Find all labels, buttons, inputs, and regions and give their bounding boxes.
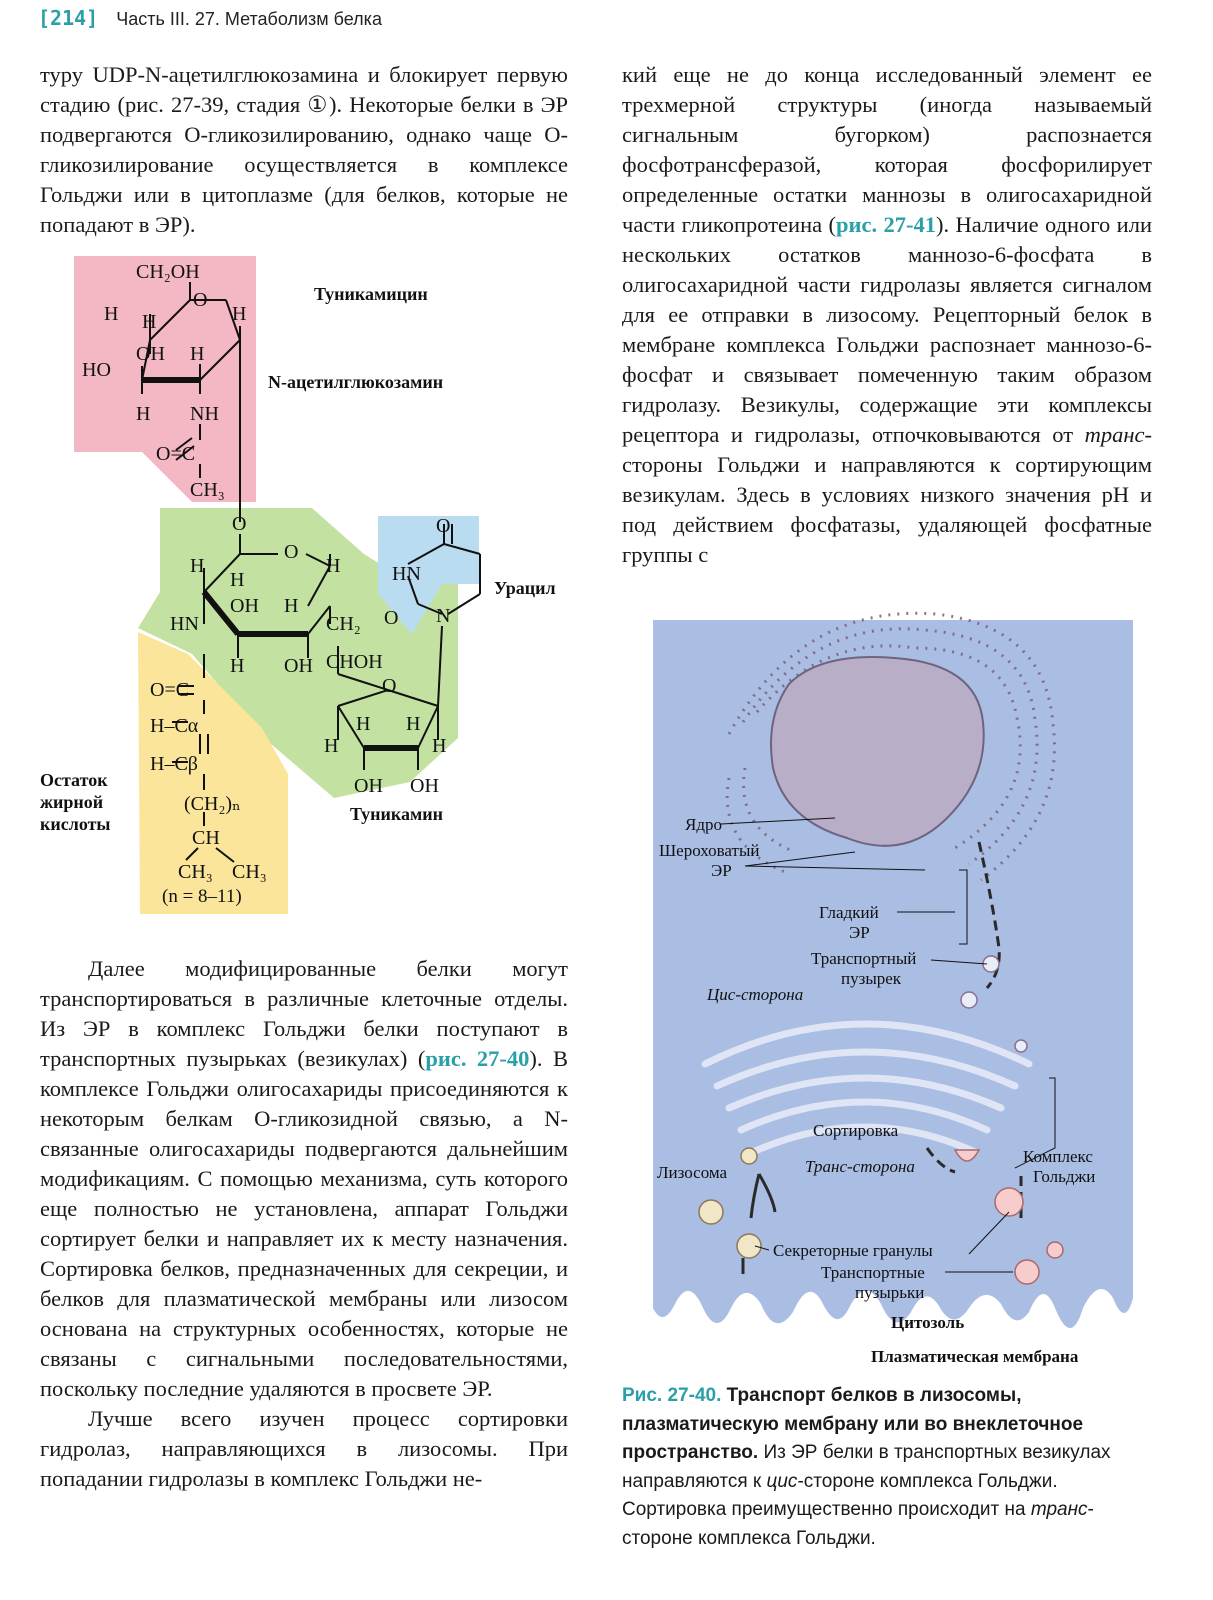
svg-text:CH₃: CH₃ xyxy=(178,861,213,883)
page-number: [214] xyxy=(38,6,99,30)
secretory-granules-label: Секреторные гранулы xyxy=(773,1241,933,1260)
paragraph: туру UDP-N-ацетилглюкозамина и блокирует первую стадию (рис. 27-39, стадия ①). Некоторые белки в ЭР подвергаются О-гликозилированию, однако чаще О-гликозилирование осуществляется в комплексе Гольджи или в цитоплазме (для белков, которые не попадают в ЭР). xyxy=(40,62,568,237)
paragraph: Далее модифицированные белки могут транспортироваться в различные клеточные отделы. Из ЭР в комплекс Гольджи белки поступают в транспортных пузырьках (везикулах) (рис. 27-40). В комплексе Гольджи олигосахариды присоединяются к некоторым белкам О-гликозидной связью, а N-связанные олигосахариды подвергаются дальнейшим модификациям. С помощью механизма, суть которого еще полностью не установлена, аппарат Гольджи сортирует белки и направляет их к месту назначения. Сортировка белков, предназначенных для секреции, и белков для плазматической мембраны или лизосом основана на структурных особенностях, которые не связаны с сигнальными последовательностями, поскольку последние удаляются в просвете ЭР. xyxy=(40,956,568,1401)
glcnac-label: N-ацетилглюкозамин xyxy=(268,372,444,392)
svg-text:CHOH: CHOH xyxy=(326,651,383,673)
svg-text:O: O xyxy=(284,541,299,563)
tunicamycin-structure-figure xyxy=(38,254,588,929)
svg-text:H: H xyxy=(142,311,157,333)
svg-text:CH₃: CH₃ xyxy=(232,861,267,883)
svg-text:H: H xyxy=(324,735,339,757)
svg-text:OH: OH xyxy=(284,655,313,677)
svg-text:H: H xyxy=(104,303,119,325)
cell-transport-diagram xyxy=(625,608,1153,1368)
rough-er-label-2: ЭР xyxy=(711,861,732,880)
cis-side-label: Цис-сторона xyxy=(707,985,804,1004)
uracil-label: Урацил xyxy=(494,578,556,598)
golgi-label-1: Комплекс xyxy=(1023,1147,1093,1166)
rough-er-label-1: Шероховатый xyxy=(659,841,760,860)
svg-text:O: O xyxy=(384,607,399,629)
transport-vesicles-label-1: Транспортные xyxy=(821,1263,925,1282)
svg-text:H: H xyxy=(284,595,299,617)
tunicamine-label: Туникамин xyxy=(350,804,443,824)
svg-text:(CH₂)ₙ: (CH₂)ₙ xyxy=(184,793,241,815)
lysosome-label: Лизосома xyxy=(657,1163,728,1182)
svg-text:H–Cα: H–Cα xyxy=(150,715,199,737)
figure-caption: Рис. 27-40. Транспорт белков в лизосомы, плазматическую мембрану или во внеклеточное пространство. Из ЭР белки в транспортных везикулах направляются к цис-стороне комплекса Гольджи. Сортировка преимущественно происходит на транс-стороне комплекса Гольджи. xyxy=(622,1385,1111,1549)
svg-text:OH: OH xyxy=(410,775,439,797)
svg-text:H: H xyxy=(136,403,151,425)
trans-side-label: Транс-сторона xyxy=(805,1157,915,1176)
svg-text:H: H xyxy=(230,655,245,677)
golgi-label-2: Гольджи xyxy=(1033,1167,1096,1186)
svg-text:H: H xyxy=(356,713,371,735)
svg-text:OH: OH xyxy=(354,775,383,797)
svg-text:H: H xyxy=(232,303,247,325)
svg-text:HO: HO xyxy=(82,359,111,381)
svg-text:NH: NH xyxy=(190,403,219,425)
svg-text:O: O xyxy=(232,513,247,535)
plasma-membrane-label: Плазматическая мембрана xyxy=(871,1347,1079,1366)
left-column-bottom-text xyxy=(40,954,568,1494)
svg-text:H: H xyxy=(406,713,421,735)
running-header xyxy=(38,6,382,34)
left-column-top-text xyxy=(40,60,568,240)
paragraph: Лучше всего изучен процесс сортировки гидролаз, направляющихся в лизосомы. При попадании гидролазы в комплекс Гольджи не- xyxy=(40,1406,568,1491)
svg-text:O: O xyxy=(382,675,397,697)
svg-text:H: H xyxy=(190,343,205,365)
svg-text:H: H xyxy=(230,569,245,591)
svg-text:H–Cβ: H–Cβ xyxy=(150,753,198,775)
svg-text:CH₃: CH₃ xyxy=(190,479,225,501)
figure-reference-link[interactable]: рис. 27-40 xyxy=(425,1046,530,1071)
svg-text:N: N xyxy=(436,605,451,627)
svg-text:H: H xyxy=(432,735,447,757)
caption-title: Транспорт белков в лизосомы, плазматическую мембрану или во внеклеточное пространство. xyxy=(622,1385,1084,1463)
svg-text:CH₂OH: CH₂OH xyxy=(136,261,200,283)
transport-vesicle-label-1: Транспортный xyxy=(811,949,917,968)
fatty-acid-label-3: кислоты xyxy=(40,814,111,834)
svg-text:HN: HN xyxy=(392,563,421,585)
fatty-acid-label-2: жирной xyxy=(40,792,104,812)
svg-text:O=C: O=C xyxy=(156,443,196,465)
svg-text:O: O xyxy=(436,515,451,537)
transport-vesicles-label-2: пузырьки xyxy=(855,1283,925,1302)
caption-label: Рис. 27-40. xyxy=(622,1385,722,1406)
svg-text:O: O xyxy=(193,289,208,311)
nucleus-label: Ядро xyxy=(685,815,722,834)
svg-text:OH: OH xyxy=(230,595,259,617)
svg-text:CH: CH xyxy=(192,827,220,849)
transport-vesicle-label-2: пузырек xyxy=(841,969,902,988)
svg-text:CH₂: CH₂ xyxy=(326,613,361,635)
right-column-top-text xyxy=(622,60,1152,570)
smooth-er-label-1: Гладкий xyxy=(819,903,879,922)
smooth-er-label-2: ЭР xyxy=(849,923,870,942)
sorting-label: Сортировка xyxy=(813,1121,899,1140)
svg-text:O=C: O=C xyxy=(150,679,190,701)
running-head-title: Часть III. 27. Метаболизм белка xyxy=(116,9,382,29)
tunicamycin-title: Туникамицин xyxy=(314,284,428,304)
cytosol-label: Цитозоль xyxy=(891,1313,965,1332)
paragraph: кий еще не до конца исследованный элемент ее трехмерной структуры (иногда называемый сигнальным бугорком) распознается фосфотрансферазой, которая фосфорилирует определенные остатки маннозы в олигосахаридной части гликопротеина (рис. 27-41). Наличие одного или нескольких остатков маннозо-6-фосфата в олигосахаридной части гидролазы является сигналом для ее отправки в лизосому. Рецепторный белок в мембране комплекса Гольджи распознает маннозо-6-фосфат и связывает помеченную таким образом гидролазу. Везикулы, содержащие эти комплексы рецептора и гидролазы, отпочковываются от транс-стороны Гольджи и направляются к сортирующим везикулам. Здесь в условиях низкого значения pH и под действием фосфатазы, удаляющей фосфатные группы с xyxy=(622,62,1152,567)
svg-text:OH: OH xyxy=(136,343,165,365)
svg-text:HN: HN xyxy=(170,613,199,635)
figure-reference-link[interactable]: рис. 27-41 xyxy=(836,212,937,237)
fatty-acid-label-1: Остаток xyxy=(40,770,108,790)
svg-text:H: H xyxy=(190,555,205,577)
svg-text:H: H xyxy=(326,555,341,577)
n-range-label: (n = 8–11) xyxy=(162,886,242,907)
